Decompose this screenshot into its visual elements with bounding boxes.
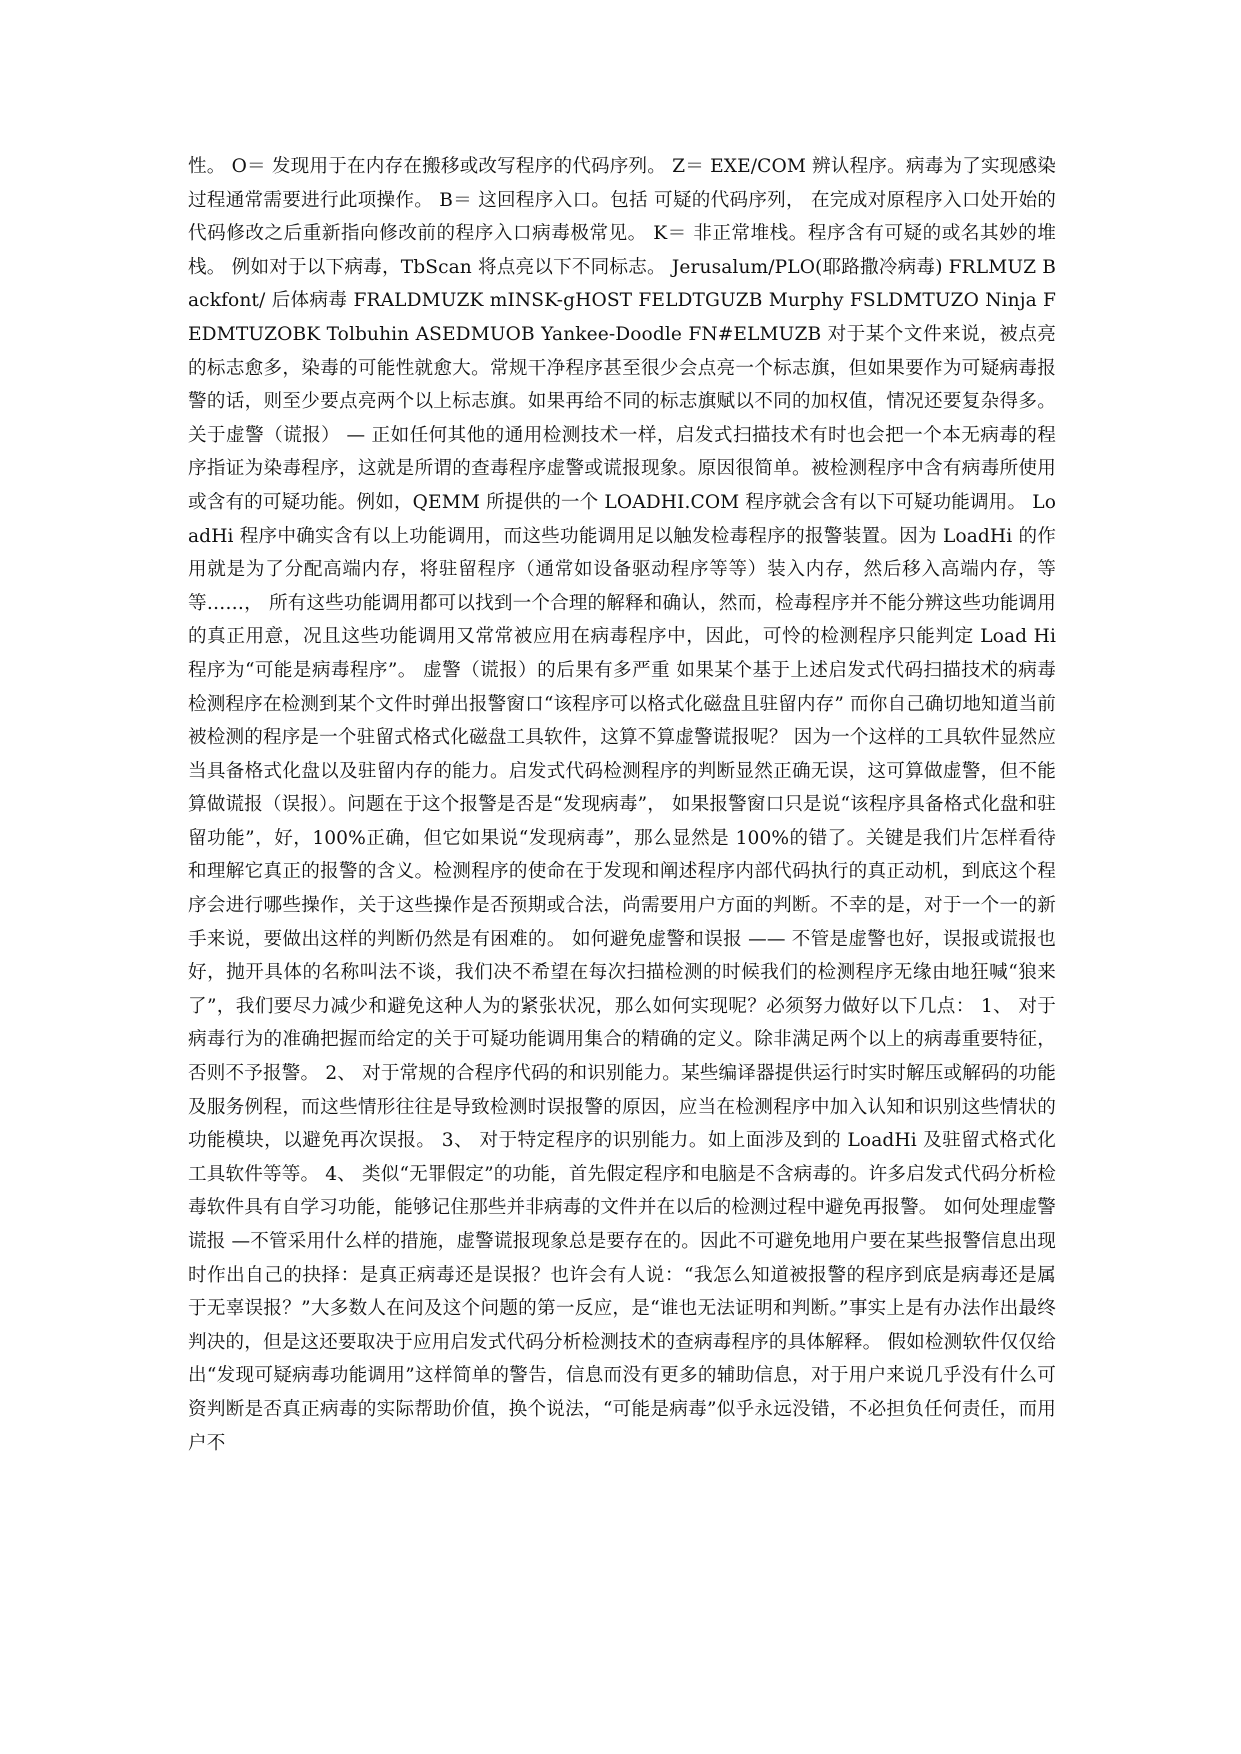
body-paragraph: 性。 O＝ 发现用于在内存在搬移或改写程序的代码序列。 Z＝ EXE/COM 辨认程序。病毒为了实现感染过程通常需要进行此项操作。 B＝ 这回程序入口。包括 可疑的代码序列， 在完成对原程序入口处开始的代码修改之后重新指向修改前的程序入口病毒极常见。 K＝ 非正常堆栈。程序含有可疑的或名其妙的堆栈。 例如对于以下病毒，TbScan 将点亮以下不同标志。 Jerusalum/PLO(耶路撒冷病毒) FRLMUZ Backfont/ 后体病毒 FRALDMUZK mINSK-gHOST FELDTGUZB Murphy FSLDMTUZO Ninja FEDMTUZOBK Tolbuhin ASEDMUOB Yankee-Doodle FN#ELMUZB 对于某个文件来说，被点亮的标志愈多，染毒的可能性就愈大。常规干净程序甚至很少会点亮一个标志旗，但如果要作为可疑病毒报警的话，则至少要点亮两个以上标志旗。如果再给不同的标志旗赋以不同的加权值，情况还要复杂得多。 关于虚警（谎报） — 正如任何其他的通用检测技术一样，启发式扫描技术有时也会把一个本无病毒的程序指证为染毒程序，这就是所谓的查毒程序虚警或谎报现象。原因很简单。被检测程序中含有病毒所使用或含有的可疑功能。例如，QEMM 所提供的一个 LOADHI.COM 程序就会含有以下可疑功能调用。 LoadHi 程序中确实含有以上功能调用，而这些功能调用足以触发检毒程序的报警装置。因为 LoadHi 的作用就是为了分配高端内存，将驻留程序（通常如设备驱动程序等等）装入内存，然后移入高端内存，等等……， 所有这些功能调用都可以找到一个合理的解释和确认，然而，检毒程序并不能分辨这些功能调用的真正用意，况且这些功能调用又常常被应用在病毒程序中，因此，可怜的检测程序只能判定 Load Hi 程序为“可能是病毒程序”。 虚警（谎报）的后果有多严重 如果某个基于上述启发式代码扫描技术的病毒检测程序在检测到某个文件时弹出报警窗口“该程序可以格式化磁盘且驻留内存” 而你自己确切地知道当前被检测的程序是一个驻留式格式化磁盘工具软件，这算不算虚警谎报呢？ 因为一个这样的工具软件显然应当具备格式化盘以及驻留内存的能力。启发式代码检测程序的判断显然正确无误，这可算做虚警，但不能算做谎报（误报）。问题在于这个报警是否是“发现病毒”， 如果报警窗口只是说“该程序具备格式化盘和驻留功能”，好，100%正确，但它如果说“发现病毒”，那么显然是 100%的错了。关键是我们片怎样看待和理解它真正的报警的含义。检测程序的使命在于发现和阐述程序内部代码执行的真正动机，到底这个程序会进行哪些操作，关于这些操作是否预期或合法，尚需要用户方面的判断。不幸的是，对于一个一的新手来说，要做出这样的判断仍然是有困难的。 如何避免虚警和误报 —— 不管是虚警也好，误报或谎报也好，抛开具体的名称叫法不谈，我们决不希望在每次扫描检测的时候我们的检测程序无缘由地狂喊“狼来了”，我们要尽力减少和避免这种人为的紧张状况，那么如何实现呢？必须努力做好以下几点： 1、 对于病毒行为的准确把握而给定的关于可疑功能调用集合的精确的定义。除非满足两个以上的病毒重要特征，否则不予报警。 2、 对于常规的合程序代码的和识别能力。某些编译器提供运行时实时解压或解码的功能及服务例程，而这些情形往往是导致检测时误报警的原因，应当在检测程序中加入认知和识别这些情状的功能模块，以避免再次误报。 3、 对于特定程序的识别能力。如上面涉及到的 LoadHi 及驻留式格式化工具软件等等。 4、 类似“无罪假定”的功能，首先假定程序和电脑是不含病毒的。许多启发式代码分析检毒软件具有自学习功能，能够记住那些并非病毒的文件并在以后的检测过程中避免再报警。 如何处理虚警谎报 —不管采用什么样的措施，虚警谎报现象总是要存在的。因此不可避免地用户要在某些报警信息出现时作出自己的抉择：是真正病毒还是误报？也许会有人说：“我怎么知道被报警的程序到底是病毒还是属于无辜误报？”大多数人在问及这个问题的第一反应，是“谁也无法证明和判断。”事实上是有办法作出最终判决的，但是这还要取决于应用启发式代码分析检测技术的查病毒程序的具体解释。 假如检测软件仅仅给出“发现可疑病毒功能调用”这样简单的警告，信息而没有更多的辅助信息，对于用户来说几乎没有什么可资判断是否真正病毒的实际帮助价值，换个说法，“可能是病毒”似乎永远没错，不必担负任何责任，而用户不 xyxy=(188,156,1056,1454)
